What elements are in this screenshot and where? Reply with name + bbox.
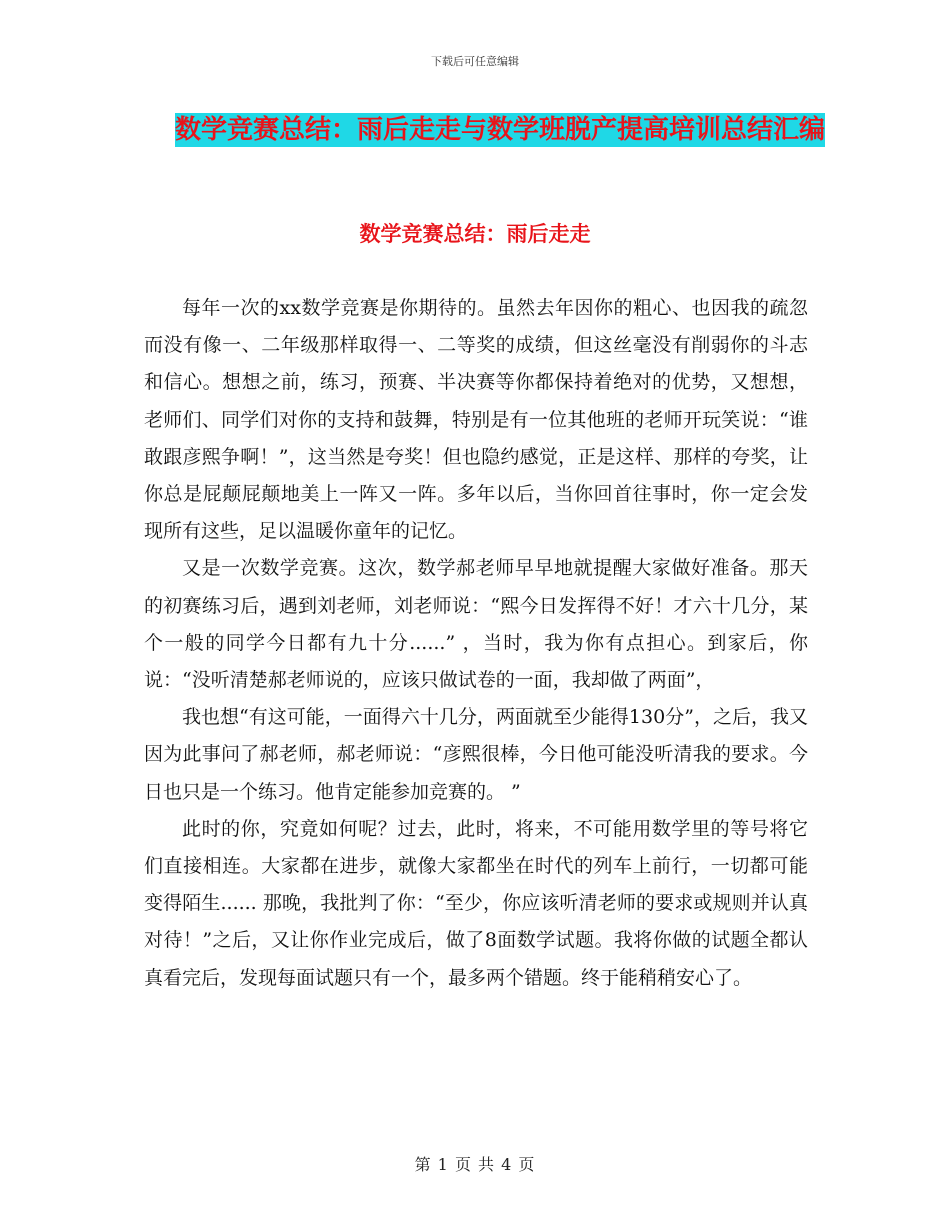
document-title <box>150 106 850 154</box>
paragraph: 每年一次的xx数学竞赛是你期待的。虽然去年因你的粗心、也因我的疏忽而没有像一、二年级那样取得一、二等奖的成绩，但这丝毫没有削弱你的斗志和信心。想想之前，练习，预赛、半决赛等你都保持着绝对的优势，又想想，老师们、同学们对你的支持和鼓舞，特别是有一位其他班的老师开玩笑说：“谁敢跟彦熙争啊！”，这当然是夸奖！但也隐约感觉，正是这样、那样的夸奖，让你总是屁颠屁颠地美上一阵又一阵。多年以后，当你回首往事时，你一定会发现所有这些，足以温暖你童年的记忆。 <box>144 297 808 543</box>
document-body <box>144 290 808 997</box>
document-title-text: 数学竞赛总结：雨后走走与数学班脱产提高培训总结汇编 <box>174 115 825 145</box>
paragraph: 此时的你，究竟如何呢？过去，此时，将来，不可能用数学里的等号将它们直接相连。大家都在进步，就像大家都坐在时代的列车上前行，一切都可能变得陌生...... 那晚，我批判了你：“至少，你应该听清老师的要求或规则并认真对待！”之后，又让你作业完成后，做了8面数学试题。我将你做的试题全都认真看完后，发现每面试题只有一个，最多两个错题。终于能稍稍安心了。 <box>144 817 808 989</box>
header-note: 下载后可任意编辑 <box>431 55 519 68</box>
paragraph: 我也想“有这可能，一面得六十几分，两面就至少能得130分”，之后，我又因为此事问了郝老师，郝老师说：“彦熙很棒，今日他可能没听清我的要求。今日也只是一个练习。他肯定能参加竞赛的。 ” <box>144 706 808 803</box>
section-title: 数学竞赛总结：雨后走走 <box>359 222 591 246</box>
page-number: 第 1 页 共 4 页 <box>414 1155 536 1174</box>
paragraph: 又是一次数学竞赛。这次，数学郝老师早早地就提醒大家做好准备。那天的初赛练习后，遇到刘老师，刘老师说：“熙今日发挥得不好！才六十几分，某个一般的同学今日都有九十分......” ，当时，我为你有点担心。到家后，你说：“没听清楚郝老师说的，应该只做试卷的一面，我却做了两面”， <box>144 557 808 692</box>
